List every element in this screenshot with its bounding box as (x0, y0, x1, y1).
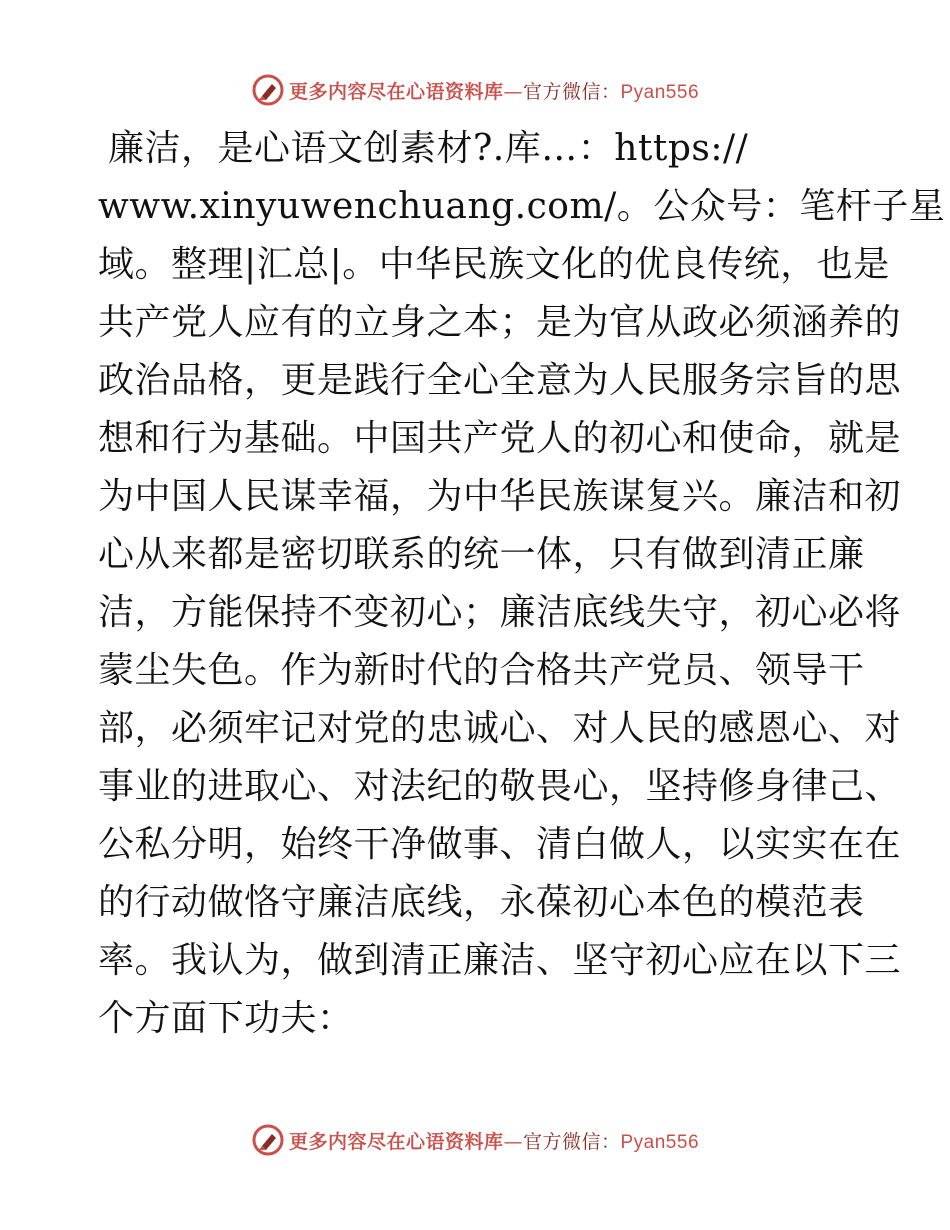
text-line: 个方面下功夫： (98, 998, 354, 1039)
text-line: 部，必须牢记对党的忠诚心、对人民的感恩心、对 (98, 708, 902, 749)
text-line: 域。整理|汇总|。中华民族文化的优良传统，也是 (98, 244, 890, 285)
banner-wechat-id: Pyan556 (620, 1131, 700, 1153)
text-line: 的行动做恪守廉洁底线，永葆初心本色的模范表 (98, 882, 865, 923)
text-line: 心从来都是密切联系的统一体，只有做到清正廉 (98, 534, 865, 575)
document-paragraph (98, 120, 946, 1048)
banner-main-text: 更多内容尽在心语资料库 (288, 1130, 504, 1153)
text-line: 为中国人民谋幸福，为中华民族谋复兴。廉洁和初 (98, 476, 902, 517)
text-line: 事业的进取心、对法纪的敬畏心，坚持修身律己、 (98, 766, 902, 807)
text-line: 想和行为基础。中国共产党人的初心和使命，就是 (98, 418, 902, 459)
text-line: 共产党人应有的立身之本；是为官从政必须涵养的 (98, 302, 902, 343)
banner-wechat-id: Pyan556 (620, 81, 700, 103)
banner-text (289, 77, 699, 104)
text-line: www.xinyuwenchuang.com/。公众号：笔杆子星 (98, 186, 946, 227)
banner-official-label: 官方微信： (522, 80, 621, 103)
pen-nib-logo-icon (251, 73, 285, 107)
text-line: 洁，方能保持不变初心；廉洁底线失守，初心必将 (98, 592, 902, 633)
banner-official-label: 官方微信： (522, 1130, 621, 1153)
banner-separator: — (503, 80, 523, 103)
banner-separator: — (503, 1130, 523, 1153)
text-line: 率。我认为，做到清正廉洁、坚守初心应在以下三 (98, 940, 902, 981)
banner-text (289, 1127, 699, 1154)
footer-banner (0, 1120, 950, 1160)
text-line: 廉洁，是心语文创素材?.库…：https:// (108, 128, 749, 169)
banner-main-text: 更多内容尽在心语资料库 (288, 80, 504, 103)
pen-nib-logo-icon (251, 1123, 285, 1157)
header-banner (0, 70, 950, 110)
text-line: 政治品格，更是践行全心全意为人民服务宗旨的思 (98, 360, 902, 401)
text-line: 公私分明，始终干净做事、清白做人，以实实在在 (98, 824, 902, 865)
text-line: 蒙尘失色。作为新时代的合格共产党员、领导干 (98, 650, 865, 691)
